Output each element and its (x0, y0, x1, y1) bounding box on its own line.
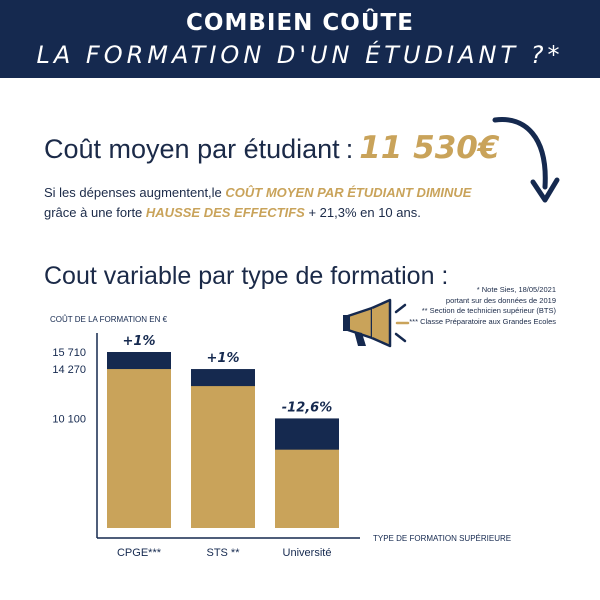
note-line-2: portant sur des données de 2019 (445, 295, 556, 305)
change-label: -12,6% (281, 400, 333, 416)
average-cost-label: Coût moyen par étudiant (44, 134, 340, 164)
x-axis-label: TYPE DE FORMATION SUPÉRIEURE (373, 534, 512, 543)
header-title-line1: COMBIEN COÛTE (186, 10, 414, 36)
bar-fill (191, 386, 255, 528)
y-tick-label: 10 100 (52, 413, 86, 426)
explanation-highlight-2: HAUSSE DES EFFECTIFS (145, 205, 305, 220)
category-label: CPGE*** (116, 547, 162, 559)
y-tick-label: 15 710 (52, 347, 86, 359)
y-axis-label: COÛT DE LA FORMATION EN € (50, 315, 168, 324)
category-label: STS ** (206, 547, 240, 559)
explanation-highlight-1: COÛT MOYEN PAR ÉTUDIANT DIMINUE (225, 185, 472, 200)
y-tick-label: 14 270 (52, 364, 86, 377)
explanation-part2: grâce à une forte (44, 205, 146, 220)
average-cost-value: 11 530€ (359, 130, 500, 166)
change-label: +1% (122, 334, 156, 349)
bar-fill (275, 450, 339, 528)
note-line-4: *** Classe Préparatoire aux Grandes Ecoles (409, 316, 556, 326)
note-line-1: * Note Sies, 18/05/2021 (476, 285, 556, 294)
section-title: Cout variable par type de formation : (44, 262, 449, 290)
bar-fill (107, 369, 171, 528)
explanation-part3: + 21,3% en 10 ans. (304, 205, 421, 220)
average-cost-separator: : (345, 134, 354, 164)
header-title-line2: LA FORMATION D'UN ÉTUDIANT ?* (36, 41, 564, 69)
note-line-3: ** Section de technicien supérieur (BTS) (421, 306, 556, 315)
explanation-part1: Si les dépenses augmentent,le (44, 185, 226, 200)
change-label: +1% (206, 351, 240, 367)
category-label: Université (282, 547, 332, 559)
